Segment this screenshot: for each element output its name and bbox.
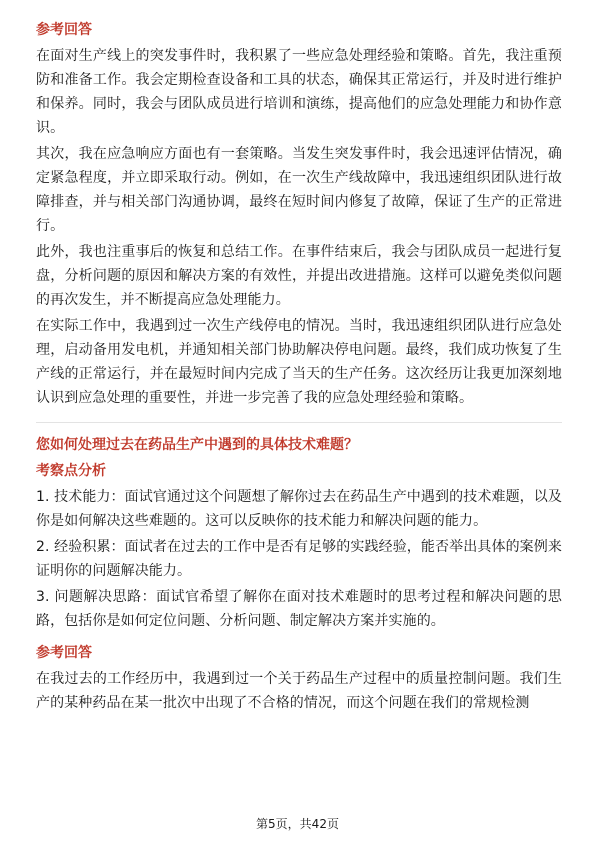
answer-paragraph: 在面对生产线上的突发事件时，我积累了一些应急处理经验和策略。首先，我注重预防和准备工作。我会定期检查设备和工具的状态，确保其正常运行，并及时进行维护和保养。同时，我会与团队成员进行培训和演练，提高他们的应急处理能力和协作意识。 <box>36 48 562 136</box>
answer-paragraph: 在我过去的工作经历中，我遇到过一个关于药品生产过程中的质量控制问题。我们生产的某种药品在某一批次中出现了不合格的情况，而这个问题在我们的常规检测 <box>36 671 562 711</box>
analysis-heading: 考察点分析 <box>36 463 106 479</box>
answer-paragraph: 在实际工作中，我遇到过一次生产线停电的情况。当时，我迅速组织团队进行应急处理，启动备用发电机，并通知相关部门协助解决停电问题。最终，我们成功恢复了生产线的正常运行，并在最短时间内完成了当天的生产任务。这次经历让我更加深刻地认识到应急处理的重要性，并进一步完善了我的应急处理经验和策略。 <box>36 318 562 406</box>
interview-question: 您如何处理过去在药品生产中遇到的具体技术难题？ <box>36 437 358 453</box>
analysis-item: 1. 技术能力：面试官通过这个问题想了解你过去在药品生产中遇到的技术难题，以及你是如何解决这些难题的。这可以反映你的技术能力和解决问题的能力。 <box>36 489 562 529</box>
analysis-item: 3. 问题解决思路：面试官希望了解你在面对技术难题时的思考过程和解决问题的思路，包括你是如何定位问题、分析问题、制定解决方案并实施的。 <box>36 589 562 629</box>
answer-paragraph: 其次，我在应急响应方面也有一套策略。当发生突发事件时，我会迅速评估情况，确定紧急程度，并立即采取行动。例如，在一次生产线故障中，我迅速组织团队进行故障排查，并与相关部门沟通协调，最终在短时间内修复了故障，保证了生产的正常进行。 <box>36 146 562 234</box>
answer-paragraph: 此外，我也注重事后的恢复和总结工作。在事件结束后，我会与团队成员一起进行复盘，分析问题的原因和解决方案的有效性，并提出改进措施。这样可以避免类似问题的再次发生，并不断提高应急处理能力。 <box>36 244 562 308</box>
reference-answer-heading: 参考回答 <box>36 22 92 38</box>
reference-answer-heading: 参考回答 <box>36 645 92 661</box>
page-number: 第5页，共42页 <box>256 817 339 831</box>
document-page <box>36 20 562 717</box>
section-divider <box>36 422 562 423</box>
analysis-item: 2. 经验积累：面试者在过去的工作中是否有足够的实践经验，能否举出具体的案例来证明你的问题解决能力。 <box>36 539 562 579</box>
